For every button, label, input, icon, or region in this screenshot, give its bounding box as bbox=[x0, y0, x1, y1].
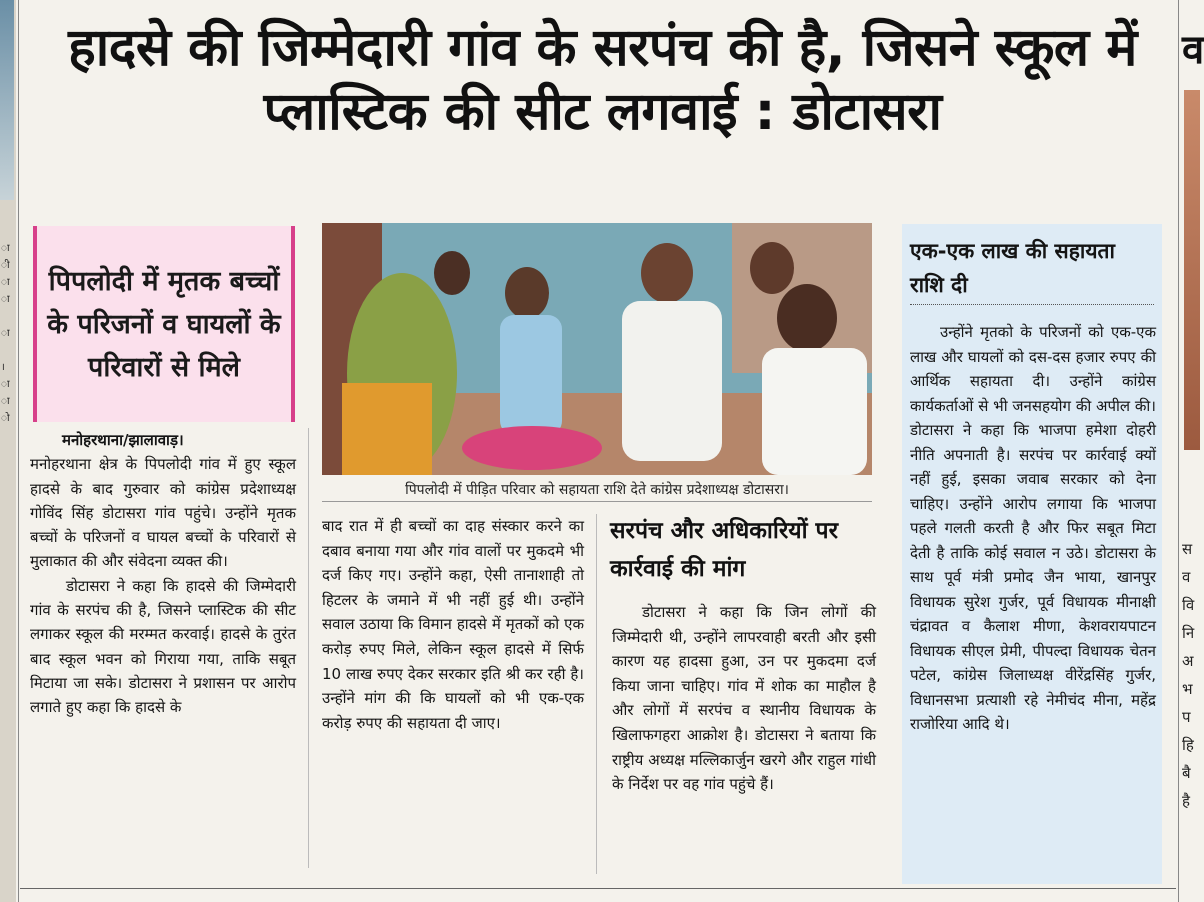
article-column-1 bbox=[30, 428, 296, 720]
dateline: मनोहरथाना/झालावाड़। bbox=[62, 431, 184, 449]
article-column-2 bbox=[322, 514, 584, 735]
column-rule bbox=[308, 428, 309, 868]
subheading-box bbox=[33, 226, 295, 422]
headline: हादसे की जिम्मेदारी गांव के सरपंच की है, जिसने स्कूल में प्लास्टिक की सीट लगवाई : डोटासरा bbox=[68, 18, 1137, 142]
article-column-3 bbox=[612, 600, 876, 797]
column-rule-left bbox=[18, 0, 19, 902]
paragraph: बाद रात में ही बच्चों का दाह संस्कार करने का दबाव बनाया गया और गांव वालों पर मुकदमे भी दर्ज किए गए। उन्होंने कहा, ऐसी तानाशाही तो हिटलर के जमाने में भी नहीं हुई थी। उन्होंने सवाल उठाया कि विमान हादसे में मृतकों को एक करोड़ रुपए मिले, लेकिन स्कूल हादसे में सिर्फ 10 लाख रुपए देकर सरकार इति श्री कर रही है। उन्होंने मांग की कि घायलों को भी एक-एक करोड़ रुपए की सहायता दी जाए। bbox=[322, 517, 584, 732]
paragraph: मनोहरथाना क्षेत्र के पिपलोदी गांव में हुए स्कूल हादसे के बाद गुरुवार को कांग्रेस प्रदेशाध्यक्ष गोविंद सिंह डोटासरा गांव पहुंचे। उन्होंने मृतक बच्चों के परिजनों व घायल बच्चों के परिवारों से मुलाकात की और संवेदना व्यक्त की। bbox=[30, 455, 296, 571]
photo-caption: पिपलोदी में पीड़ित परिवार को सहायता राशि देते कांग्रेस प्रदेशाध्यक्ष डोटासरा। bbox=[322, 479, 872, 502]
news-photo bbox=[322, 223, 872, 475]
paragraph: डोटासरा ने कहा कि जिन लोगों की जिम्मेदारी थी, उन्होंने लापरवाही बरती और इसी कारण यह हादसा हुआ, उन पर मुकदमा दर्ज किया जाना चाहिए। गांव में शोक का माहौल है और लोगों में सरपंच व स्थानीय विधायक के खिलाफगहरा आक्रोश है। डोटासरा ने बताया कि राष्ट्रीय अध्यक्ष मल्लिकार्जुन खरगे और राहुल गांधी के निर्देश पर वह गांव पहुंचे हैं। bbox=[612, 603, 876, 794]
paragraph: डोटासरा ने कहा कि हादसे की जिम्मेदारी गांव के सरपंच की है, जिसने प्लास्टिक की सीट लगाकर स्कूल की मरम्मत करवाई। हादसे के तुरंत बाद स्कूल भवन को गिराया गया, ताकि सबूत मिटाया जा सके। डोटासरा ने प्रशासन पर आरोप लगाते हुए कहा कि हादसे के bbox=[30, 576, 296, 717]
adjacent-headline-right: व bbox=[1182, 27, 1204, 73]
column-rule-right bbox=[1178, 0, 1179, 902]
box-text bbox=[910, 320, 1156, 737]
adjacent-article-right bbox=[1180, 0, 1204, 902]
adjacent-text-left: ा ी ा ा ा । ा ा ो bbox=[1, 243, 10, 424]
bottom-rule bbox=[20, 888, 1176, 889]
adjacent-photo-right bbox=[1184, 90, 1200, 450]
section-heading: सरपंच और अधिकारियों पर कार्रवाई की मांग bbox=[610, 518, 839, 582]
paragraph: उन्होंने मृतको के परिजनों को एक-एक लाख और घायलों को दस-दस हजार रुपए की आर्थिक सहायता दी। उन्होंने कांग्रेस कार्यकर्ताओं से भी जनसहयोग की अपील की। डोटासरा ने कहा कि भाजपा हमेशा दोहरी नीति अपनाती है। सरपंच पर कार्रवाई क्यों नहीं हुई, इसका जवाब सरकार को देना चाहिए। उन्होंने आरोप लगाया कि भाजपा पहले गलती करती है और फिर सबूत मिटा देती है ताकि कोई सवाल न उठे। डोटासरा के साथ पूर्व मंत्री प्रमोद जैन भाया, खानपुर विधायक सुरेश गुर्जर, पूर्व विधायक मीनाक्षी चंद्रावत व कैलाश मीणा, केशवरायपाटन विधायक सीएल प्रेमी, पीपल्दा विधायक चेतन पटेल, कांग्रेस जिलाध्यक्ष वीरेंद्रसिंह गुर्जर, विधानसभा प्रत्याशी रहे नेमीचंद मीना, महेंद्र राजोरिया आदि थे। bbox=[910, 323, 1156, 733]
photo-illustration bbox=[322, 223, 872, 475]
box-heading: एक-एक लाख की सहायता राशि दी bbox=[910, 234, 1154, 305]
subheading-text: पिपलोदी में मृतक बच्चों के परिजनों व घायलों के परिवारों से मिले bbox=[47, 265, 281, 383]
adjacent-text-right: स व वि नि अ भ प हि बै है bbox=[1182, 540, 1195, 810]
adjacent-article-left bbox=[0, 0, 16, 902]
sidebar-box bbox=[902, 224, 1162, 884]
column-rule bbox=[596, 514, 597, 874]
adjacent-photo-left bbox=[0, 0, 14, 200]
